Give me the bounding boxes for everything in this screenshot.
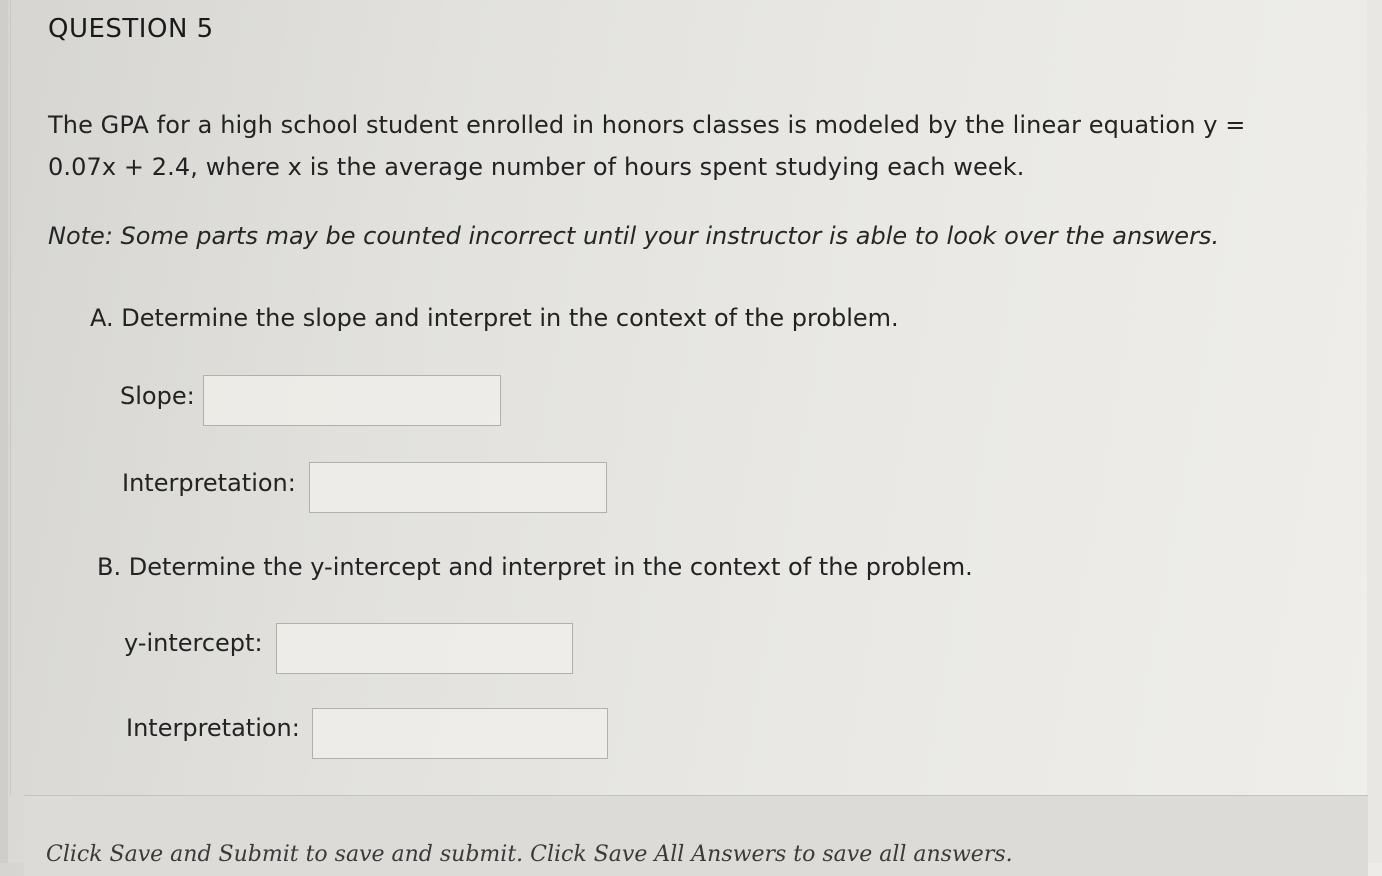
question-stem-line-2: 0.07x + 2.4, where x is the average number of hours spent studying each week. <box>48 153 1025 181</box>
y-intercept-label: y-intercept: <box>124 629 263 657</box>
question-stem <box>48 104 1318 188</box>
part-b-heading: B. Determine the y-intercept and interpret in the context of the problem. <box>97 553 973 581</box>
intercept-interpretation-input[interactable] <box>312 708 608 759</box>
slope-label: Slope: <box>120 382 195 410</box>
part-a-heading: A. Determine the slope and interpret in the context of the problem. <box>90 304 899 332</box>
slope-input[interactable] <box>203 375 501 426</box>
page-right-edge <box>1367 0 1382 863</box>
submit-instructions: Click Save and Submit to save and submit. Click Save All Answers to save all answers. <box>46 842 1013 867</box>
page-left-edge <box>0 0 8 863</box>
y-intercept-input[interactable] <box>276 623 573 674</box>
question-stem-line-1: The GPA for a high school student enrolled in honors classes is modeled by the linear equation y = <box>48 111 1246 139</box>
question-note: Note: Some parts may be counted incorrect until your instructor is able to look over the answers. <box>48 222 1220 250</box>
intercept-interpretation-label: Interpretation: <box>126 714 300 742</box>
slope-interpretation-input[interactable] <box>309 462 607 513</box>
question-title: QUESTION 5 <box>48 14 214 44</box>
slope-interpretation-label: Interpretation: <box>122 469 296 497</box>
